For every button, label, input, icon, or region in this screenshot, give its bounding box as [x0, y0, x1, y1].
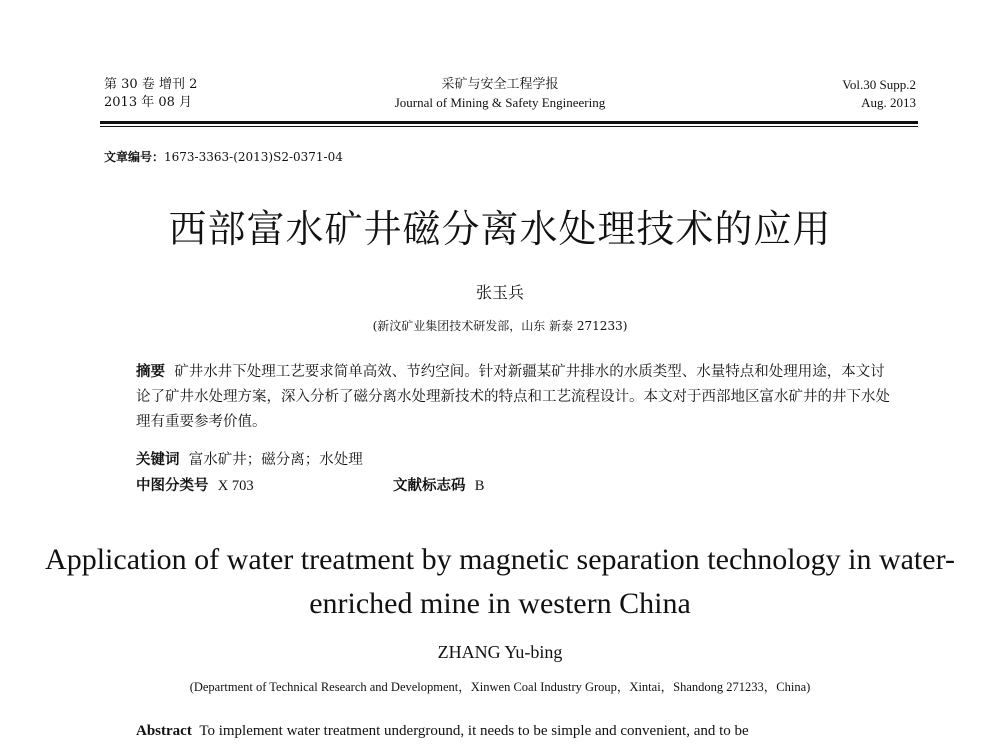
abstract-cn [136, 360, 896, 435]
article-number-value: 1673-3363-(2013)S2-0371-04 [164, 150, 343, 164]
header-date-cn: 2013 年 08 月 [104, 95, 193, 110]
affiliation-en: (Department of Technical Research and Development，Xinwen Coal Industry Group，Xintai，Shandong 271233，China) [189, 680, 811, 694]
affiliation-cn: (新汶矿业集团技术研发部，山东 新泰 271233) [372, 319, 628, 333]
author-cn: 张玉兵 [475, 283, 524, 302]
header-volume-cn: 第 30 卷 增刊 2 [104, 77, 198, 92]
header-journal-en: Journal of Mining & Safety Engineering [394, 95, 606, 110]
keywords-cn-text: 富水矿井；磁分离；水处理 [188, 452, 363, 468]
title-cn: 西部富水矿井磁分离水处理技术的应用 [168, 207, 832, 251]
document-code-label: 文献标志码 [393, 478, 466, 494]
header-journal-cn: 采矿与安全工程学报 [441, 77, 559, 92]
keywords-cn-label: 关键词 [136, 452, 180, 468]
header-rule-thick [100, 121, 918, 124]
document-code [393, 474, 484, 495]
keywords-cn [136, 448, 363, 469]
document-code-value: B [474, 478, 485, 494]
article-number [104, 148, 343, 165]
title-en: Application of water treatment by magnetic separation technology in water-enriched mine in western China [45, 543, 955, 620]
article-number-label: 文章编号： [104, 150, 165, 164]
header-volume-en: Vol.30 Supp.2 [842, 77, 916, 92]
abstract-en [136, 718, 896, 744]
abstract-en-text: To implement water treatment underground, it needs to be simple and convenient, and to be [199, 723, 749, 739]
header-volume-date-cn [104, 76, 197, 112]
classification [136, 474, 254, 495]
header-rule-thin [100, 126, 918, 127]
author-en: ZHANG Yu-bing [437, 642, 563, 662]
header-volume-date-en [842, 76, 916, 112]
classification-label: 中图分类号 [136, 478, 209, 494]
abstract-cn-label: 摘要 [136, 364, 165, 380]
header-journal [300, 76, 700, 112]
classification-value: X 703 [217, 478, 254, 494]
header-date-en: Aug. 2013 [861, 95, 916, 110]
abstract-en-label: Abstract [136, 723, 192, 739]
abstract-cn-text: 矿井水井下处理工艺要求简单高效、节约空间。针对新疆某矿井排水的水质类型、水量特点和处理用途，本文讨论了矿井水处理方案，深入分析了磁分离水处理新技术的特点和工艺流程设计。本文对于西部地区富水矿井的井下水处理有重要参考价值。 [136, 364, 890, 430]
